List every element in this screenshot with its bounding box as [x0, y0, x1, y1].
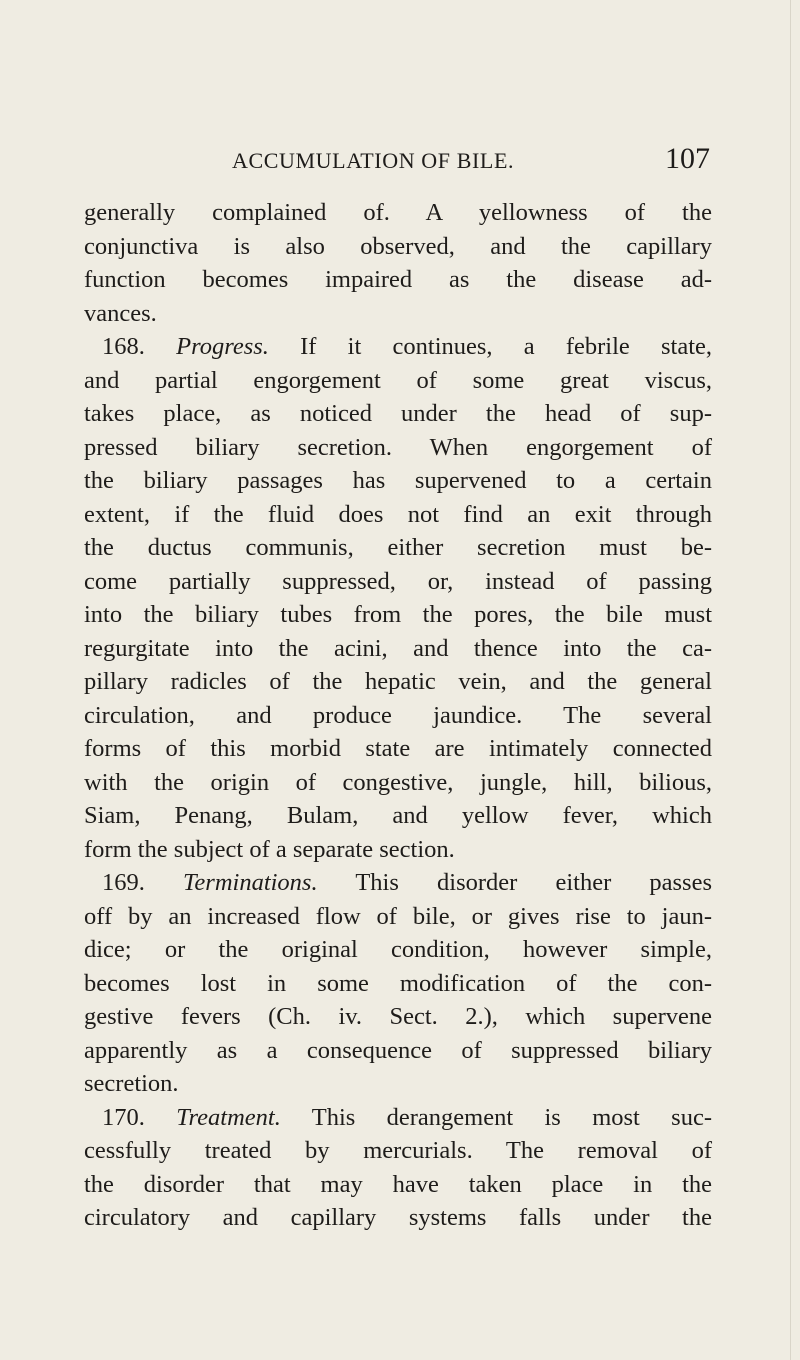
text-line: function becomes impaired as the disease ad- [84, 266, 712, 293]
text-line: apparently as a consequence of suppressed biliary [84, 1036, 712, 1064]
paragraph-169-heading: 169. Terminations. This disorder either passes [102, 869, 712, 896]
paragraph-170-heading: 170. Treatment. This derangement is most suc- [102, 1103, 713, 1131]
text-line: forms of this morbid state are intimately connected [84, 735, 712, 762]
text-line: with the origin of congestive, jungle, hill, bilious, [84, 768, 712, 796]
section-title: Progress. [176, 333, 269, 360]
text-line: circulation, and produce jaundice. The several [84, 701, 712, 729]
text-line: secretion. [84, 1070, 179, 1097]
text-line: come partially suppressed, or, instead of passing [84, 567, 712, 595]
section-title: Terminations. [183, 869, 318, 896]
paragraph-168-heading: 168. Progress. If it continues, a febrile state, [102, 333, 713, 360]
text-line: takes place, as noticed under the head of sup- [84, 400, 712, 427]
text-line: extent, if the fluid does not find an exit through [84, 500, 712, 528]
text-line: generally complained of. A yellowness of the [84, 199, 712, 226]
text-line: form the subject of a separate section. [84, 835, 455, 863]
text-line: into the biliary tubes from the pores, the bile must [84, 601, 712, 628]
text-line: regurgitate into the acini, and thence into the ca- [84, 634, 712, 662]
paragraph-number: 170. [102, 1103, 145, 1131]
text-line: the ductus communis, either secretion must be- [84, 534, 712, 561]
text-line: becomes lost in some modification of the con- [84, 969, 712, 997]
text-line: pillary radicles of the hepatic vein, and the general [84, 668, 712, 695]
text-line: circulatory and capillary systems falls under the [84, 1204, 712, 1231]
paragraph-number: 169. [102, 869, 145, 896]
text-line: off by an increased flow of bile, or gives rise to jaun- [84, 902, 712, 930]
text-line: vances. [84, 299, 157, 327]
section-title: Treatment. [176, 1103, 281, 1131]
text-line: dice; or the original condition, however simple, [84, 936, 712, 963]
text-line: conjunctiva is also observed, and the capillary [84, 232, 712, 260]
text-line: and partial engorgement of some great viscus, [84, 366, 712, 394]
text-line: the biliary passages has supervened to a certain [84, 467, 712, 494]
text-line: gestive fevers (Ch. iv. Sect. 2.), which supervene [84, 1003, 712, 1030]
body-text [84, 196, 712, 1235]
text-line: pressed biliary secretion. When engorgement of [84, 433, 712, 461]
running-head: ACCUMULATION OF BILE. [232, 148, 515, 173]
page-header [232, 142, 710, 182]
page-number: 107 [665, 142, 710, 175]
page-edge-shadow [790, 0, 791, 1360]
text-line: cessfully treated by mercurials. The removal of [84, 1137, 712, 1164]
paragraph-number: 168. [102, 333, 145, 360]
text-line: the disorder that may have taken place in the [84, 1170, 712, 1198]
text-line: Siam, Penang, Bulam, and yellow fever, which [84, 802, 712, 829]
